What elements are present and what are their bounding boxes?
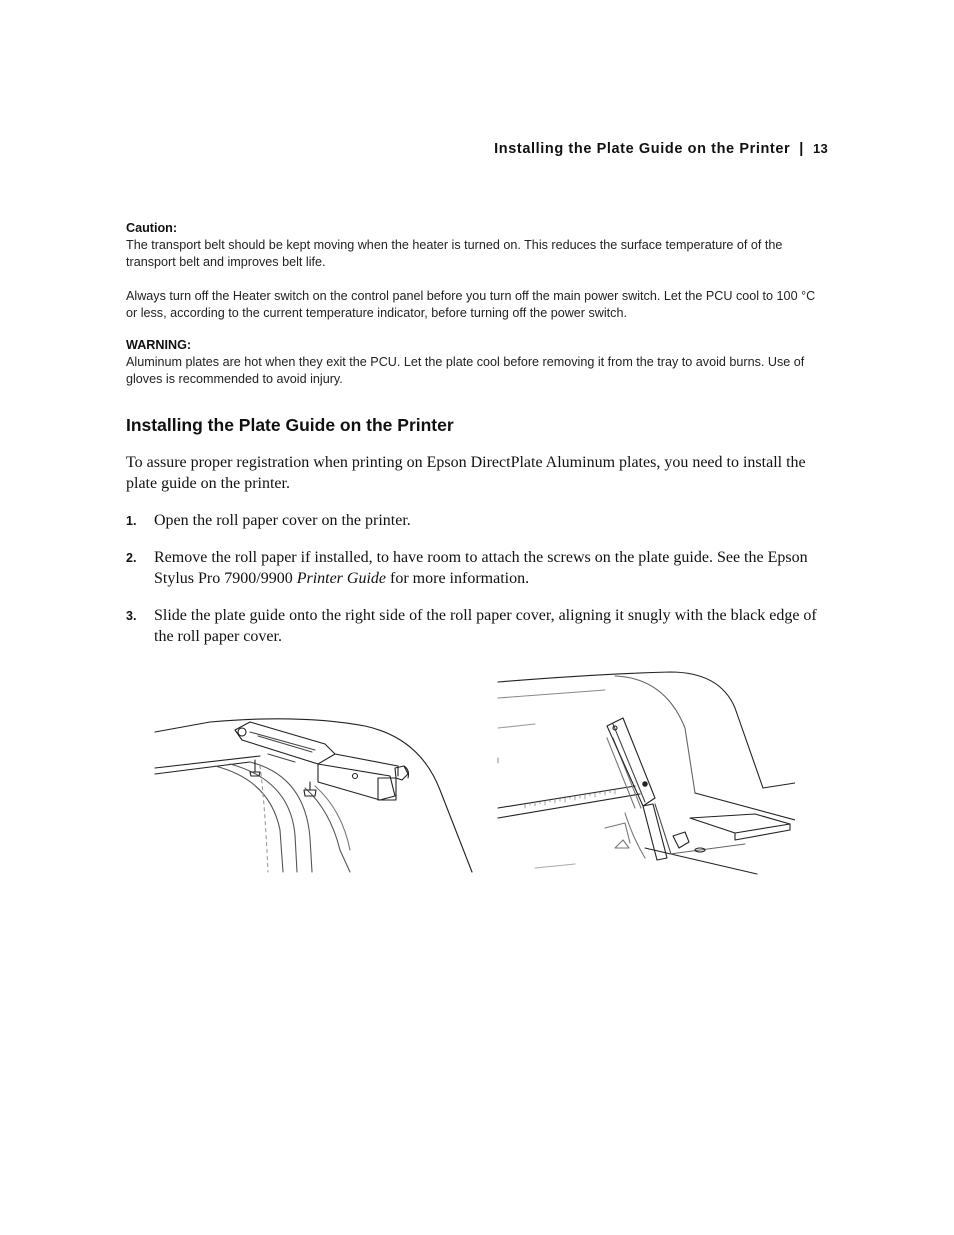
header-separator: | xyxy=(799,141,804,157)
step-text: Slide the plate guide onto the right side of the roll paper cover, aligning it snugly with the black edge of the roll paper cover. xyxy=(154,607,817,645)
page-number: 13 xyxy=(812,141,828,156)
step-text: Open the roll paper cover on the printer. xyxy=(154,512,411,529)
printer-guide-title: Printer Guide xyxy=(296,570,387,587)
running-header xyxy=(494,141,828,157)
step-text-part: for more information. xyxy=(386,570,530,587)
plate-guide-installed-illustration xyxy=(495,668,795,878)
warning-label: WARNING: xyxy=(126,338,192,352)
step-text-part: Remove the roll paper if installed, to have room to attach the screws on the plate guide. See the Epson Stylus Pro 7900/9900 xyxy=(154,549,808,587)
step-number: 2. xyxy=(126,551,137,565)
caution-label: Caution: xyxy=(126,221,178,235)
header-title: Installing the Plate Guide on the Printer xyxy=(494,141,791,157)
warning-notice xyxy=(126,337,828,388)
caution-notice xyxy=(126,220,828,322)
section-heading: Installing the Plate Guide on the Printer xyxy=(126,415,454,435)
intro-paragraph: To assure proper registration when printing on Epson DirectPlate Aluminum plates, you need to install the plate guide on the printer. xyxy=(126,454,806,492)
plate-guide-attach-illustration xyxy=(150,710,480,875)
step-text xyxy=(154,547,826,589)
caution-paragraph-1: The transport belt should be kept moving when the heater is turned on. This reduces the surface temperature of of the transport belt and improves belt life. xyxy=(126,238,783,269)
step-number: 1. xyxy=(126,514,137,528)
step-number: 3. xyxy=(126,609,137,623)
warning-text: Aluminum plates are hot when they exit the PCU. Let the plate cool before removing it from the tray to avoid burns. Use of gloves is recommended to avoid injury. xyxy=(126,355,805,386)
caution-paragraph-2: Always turn off the Heater switch on the control panel before you turn off the main power switch. Let the PCU cool to 100 °C or less, according to the current temperature indicator, before turning off the power switch. xyxy=(126,289,816,320)
